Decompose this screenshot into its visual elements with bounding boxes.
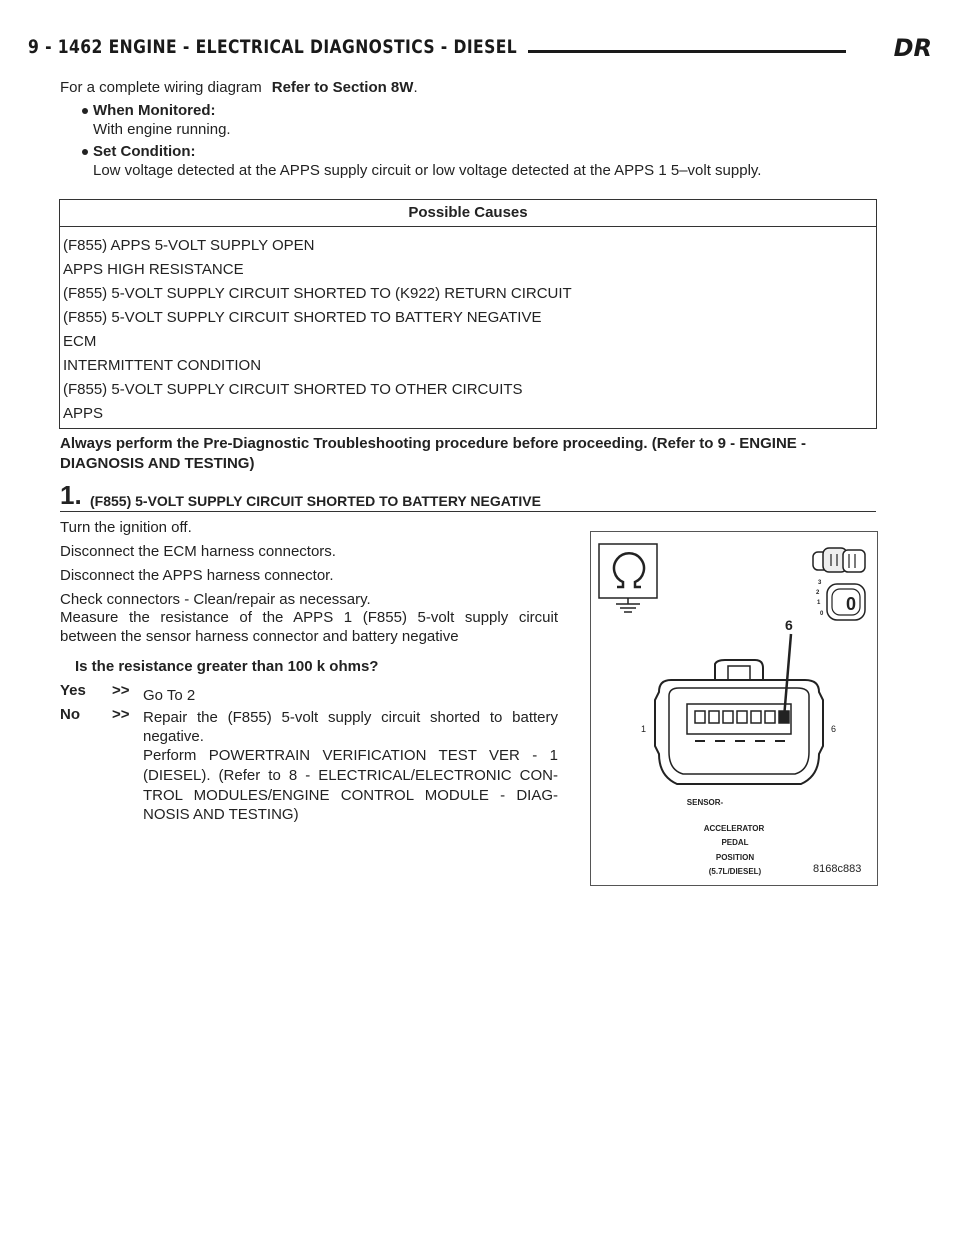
instruction: Disconnect the APPS harness connector. xyxy=(60,567,334,584)
figure-id: 8168c883 xyxy=(813,863,862,875)
connector-figure xyxy=(590,531,878,886)
page-header xyxy=(28,36,932,66)
measure-line-2: between the sensor harness connector and battery negative xyxy=(60,628,459,645)
pin-label-left: 1 xyxy=(641,724,647,734)
ohm-symbol-icon xyxy=(599,544,657,612)
page-title: 9 - 1462 ENGINE - ELECTRICAL DIAGNOSTICS - DIESEL xyxy=(28,36,518,58)
step-rule xyxy=(60,511,876,512)
ignition-key-icon xyxy=(816,580,865,620)
step-question: Is the resistance greater than 100 k ohms? xyxy=(75,658,379,675)
always-line-1: Always perform the Pre-Diagnostic Troubleshooting procedure before proceeding. (Refer to 9 - ENGINE - xyxy=(60,435,806,452)
meter-scale: 3 xyxy=(818,580,822,586)
monitored-label: When Monitored: xyxy=(93,102,216,119)
yes-arrow: >> xyxy=(112,682,130,699)
no-action-line: Repair the (F855) 5-volt supply circuit shorted to battery xyxy=(143,709,558,726)
meter-scale: 0 xyxy=(820,611,824,617)
caption-line: POSITION xyxy=(715,853,755,862)
connector-diagram xyxy=(591,532,877,885)
caption-line: (5.7L/DIESEL) xyxy=(708,867,762,876)
yes-label: Yes xyxy=(60,682,86,699)
instruction: Disconnect the ECM harness connectors. xyxy=(60,543,336,560)
disconnected-connector-icon xyxy=(813,548,865,572)
no-action-line: (DIESEL). (Refer to 8 - ELECTRICAL/ELECTRONIC CON- xyxy=(143,767,558,784)
instruction: Turn the ignition off. xyxy=(60,519,192,536)
no-label: No xyxy=(60,706,80,723)
possible-causes-table xyxy=(59,199,877,429)
model-code: DR xyxy=(893,34,932,62)
cause-item: (F855) 5-VOLT SUPPLY CIRCUIT SHORTED TO BATTERY NEGATIVE xyxy=(63,309,542,326)
intro-text: For a complete wiring diagram xyxy=(60,79,262,96)
caption-line: SENSOR- xyxy=(686,798,724,807)
no-action-line: TROL MODULES/ENGINE CONTROL MODULE - DIAG- xyxy=(143,787,558,804)
bullet-icon xyxy=(82,149,88,155)
intro-end: . xyxy=(413,79,418,96)
caption-line: PEDAL xyxy=(721,838,749,847)
cause-item: APPS xyxy=(63,405,104,422)
no-arrow: >> xyxy=(112,706,130,723)
wiring-diagram-link[interactable]: Refer to Section 8W xyxy=(271,79,414,96)
cause-item: ECM xyxy=(63,333,97,350)
always-line-2: DIAGNOSIS AND TESTING) xyxy=(60,455,255,472)
measure-line-1: Measure the resistance of the APPS 1 (F855) 5-volt supply circuit xyxy=(60,609,558,626)
cause-item: (F855) APPS 5-VOLT SUPPLY OPEN xyxy=(63,237,315,254)
bullet-icon xyxy=(82,108,88,114)
no-action-line: NOSIS AND TESTING) xyxy=(143,806,299,823)
cause-item: (F855) 5-VOLT SUPPLY CIRCUIT SHORTED TO (K922) RETURN CIRCUIT xyxy=(63,285,572,302)
pin-callout: 6 xyxy=(785,617,793,633)
intro-line xyxy=(60,78,418,98)
meter-scale: 1 xyxy=(817,600,821,606)
caption-line: ACCELERATOR xyxy=(703,824,765,833)
no-action-line: negative. xyxy=(143,728,204,745)
no-action-line: Perform POWERTRAIN VERIFICATION TEST VER - 1 xyxy=(143,747,558,764)
step-title: (F855) 5-VOLT SUPPLY CIRCUIT SHORTED TO BATTERY NEGATIVE xyxy=(90,493,541,509)
yes-action[interactable]: Go To 2 xyxy=(143,687,196,704)
set-condition-text: Low voltage detected at the APPS supply circuit or low voltage detected at the APPS 1 5–volt supply. xyxy=(93,162,762,179)
header-rule xyxy=(528,50,846,53)
cause-item: (F855) 5-VOLT SUPPLY CIRCUIT SHORTED TO OTHER CIRCUITS xyxy=(63,381,523,398)
cause-item: APPS HIGH RESISTANCE xyxy=(63,261,244,278)
meter-reading: 0 xyxy=(846,594,857,614)
meter-scale: 2 xyxy=(816,590,820,596)
apps-connector xyxy=(655,660,823,784)
cause-item: INTERMITTENT CONDITION xyxy=(63,357,262,374)
step-number: 1. xyxy=(60,480,82,510)
pin-label-right: 6 xyxy=(831,724,837,734)
instruction: Check connectors - Clean/repair as necessary. xyxy=(60,591,371,608)
monitored-text: With engine running. xyxy=(93,121,231,138)
set-condition-label: Set Condition: xyxy=(93,143,196,160)
possible-causes-heading: Possible Causes xyxy=(60,200,876,227)
